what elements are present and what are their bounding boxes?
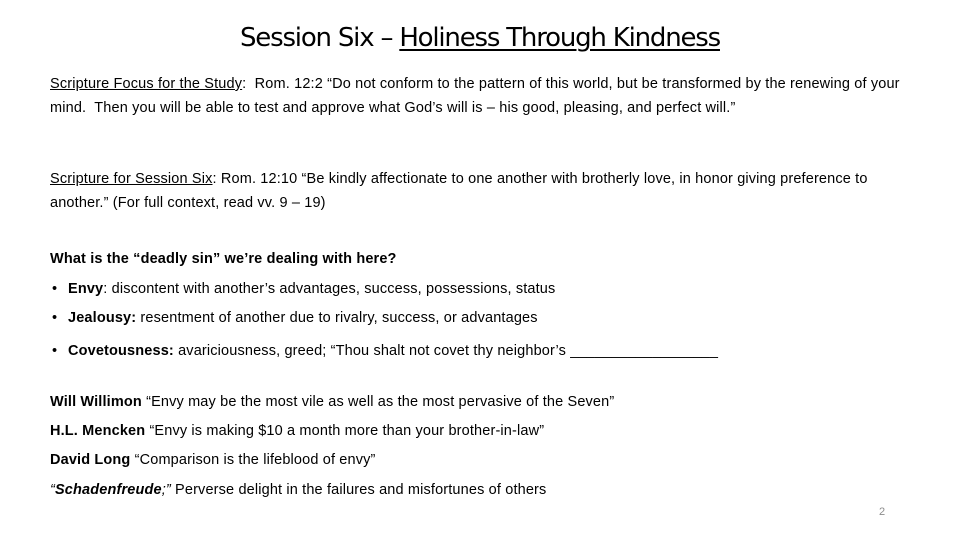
quote-text: “Envy may be the most vile as well as the most pervasive of the Seven” xyxy=(141,394,615,410)
scripture-session-paragraph xyxy=(50,167,920,215)
quote-author: H.L. Mencken xyxy=(50,423,146,439)
quote-mencken xyxy=(50,419,544,443)
bullet-term: Covetousness: xyxy=(68,343,174,359)
scripture-focus-label: Scripture Focus for the Study xyxy=(50,76,243,92)
quote-text: “Comparison is the lifeblood of envy” xyxy=(130,452,376,468)
scripture-session-text: Rom. 12:10 “Be kindly affectionate to one another with brotherly love, in honor giving preference to another.” (For full context, read vv. 9 – 19) xyxy=(50,171,872,211)
bullet-dot: • xyxy=(52,310,58,326)
bullet-covetousness xyxy=(52,339,718,363)
bullet-dot: • xyxy=(52,281,58,297)
bullet-text: avariciousness, greed; “Thou shalt not covet thy neighbor’s __________________ xyxy=(173,343,719,359)
schadenfreude-term: Schadenfreude xyxy=(54,482,162,498)
scripture-session-sep: : xyxy=(212,171,217,187)
schadenfreude-open: “ xyxy=(50,482,55,498)
bullet-text: resentment of another due to rivalry, success, or advantages xyxy=(136,310,538,326)
bullet-text: : discontent with another’s advantages, success, possessions, status xyxy=(103,281,556,297)
scripture-focus-paragraph xyxy=(50,72,920,120)
title-prefix: Session Six – xyxy=(240,23,400,53)
bullet-envy xyxy=(52,277,555,301)
bullet-jealousy xyxy=(52,306,538,330)
quote-text: “Envy is making $10 a month more than your brother-in-law” xyxy=(145,423,545,439)
quote-long xyxy=(50,448,376,472)
bullet-term: Envy xyxy=(68,281,104,297)
schadenfreude-close: ;” xyxy=(161,482,171,498)
quote-willimon xyxy=(50,390,614,414)
page-number: 2 xyxy=(878,506,886,518)
scripture-focus-sep: : xyxy=(242,76,247,92)
quote-author: David Long xyxy=(50,452,131,468)
schadenfreude-line xyxy=(50,478,546,502)
quote-author: Will Willimon xyxy=(50,394,142,410)
slide-title xyxy=(0,20,960,56)
scripture-focus-text: Rom. 12:2 “Do not conform to the pattern of this world, but be transformed by the renewing of your mind. Then you will be able to test and approve what God’s will is – his good, pleasing, and perfect will.” xyxy=(50,76,904,116)
bullet-dot: • xyxy=(52,343,58,359)
deadly-sin-question: What is the “deadly sin” we’re dealing with here? xyxy=(50,251,397,267)
schadenfreude-text: Perverse delight in the failures and misfortunes of others xyxy=(170,482,547,498)
bullet-term: Jealousy: xyxy=(68,310,137,326)
scripture-session-label: Scripture for Session Six xyxy=(50,171,213,187)
title-underlined: Holiness Through Kindness xyxy=(399,23,720,53)
